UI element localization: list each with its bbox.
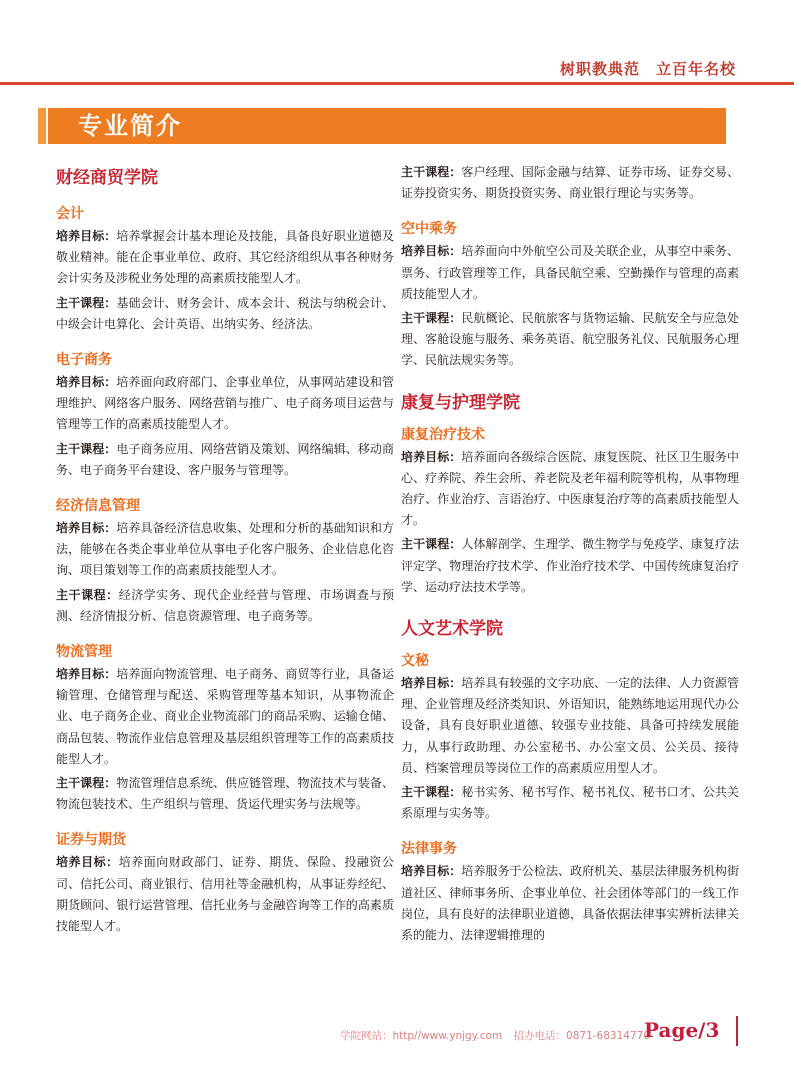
goal-paragraph	[56, 226, 394, 290]
college-title: 人文艺术学院	[401, 619, 503, 640]
major-title: 会计	[56, 206, 84, 222]
course-paragraph	[56, 293, 394, 335]
course-paragraph	[56, 439, 394, 481]
goal-paragraph	[401, 861, 739, 946]
course-text: 经济学实务、现代企业经营与管理、市场调查与预测、经济情报分析、信息资源管理、电子商务等。	[56, 587, 394, 623]
goal-text: 培养具备经济信息收集、处理和分析的基础知识和方法，能够在各类企事业单位从事电子化客户服务、企业信息化咨询、项目策划等工作的高素质技能型人才。	[56, 521, 394, 578]
goal-text: 培养面向中外航空公司及关联企业，从事空中乘务、票务、行政管理等工作，具备民航空乘、空勤操作与管理的高素质技能型人才。	[401, 244, 739, 301]
major-title: 文秘	[401, 653, 429, 670]
major-title: 康复治疗技术	[401, 426, 485, 443]
goal-paragraph	[56, 852, 394, 937]
goal-label: 培养目标：	[56, 855, 119, 870]
goal-label: 培养目标：	[401, 449, 462, 464]
goal-paragraph	[401, 447, 739, 532]
goal-text: 培养面向物流管理、电子商务、商贸等行业，具备运输管理、仓储管理与配送、采购管理等基本知识，从事物流企业、电子商务企业、商业企业物流部门的商品采购、运输仓储、商品包装、物流作业信息管理及基层组织管理等工作的高素质技能型人才。	[56, 667, 394, 766]
page-number: Page/3	[644, 1018, 720, 1042]
course-text: 秘书实务、秘书写作、秘书礼仪、秘书口才、公共关系原理与实务等。	[401, 785, 739, 821]
course-label: 主干课程：	[401, 165, 462, 179]
course-paragraph	[401, 162, 739, 204]
course-label: 主干课程：	[401, 537, 462, 552]
goal-label: 培养目标：	[56, 667, 117, 682]
course-paragraph	[401, 534, 739, 598]
goal-text: 培养面向财政部门、证券、期货、保险、投融资公司、信托公司、商业银行、信用社等金融机构，从事证券经纪、期货顾问、银行运营管理、信托业务与金融咨询等工作的高素质技能型人才。	[56, 855, 394, 934]
goal-paragraph	[56, 664, 394, 770]
goal-text: 培养服务于公检法、政府机关、基层法律服务机构街道社区、律师事务所、企事业单位、社会团体等部门的一线工作岗位，具有良好的法律职业道德，具备依据法律事实辨析法律关系的能力、法律逻辑推理的	[401, 864, 739, 943]
footer-info	[340, 1028, 658, 1043]
goal-paragraph	[401, 673, 739, 779]
goal-text: 培养面向各级综合医院、康复医院、社区卫生服务中心、疗养院、养生会所、养老院及老年福利院等机构，从事物理治疗、作业治疗、言语治疗、中医康复治疗等的高素质技能型人才。	[401, 449, 739, 528]
goal-label: 培养目标：	[56, 521, 117, 536]
goal-paragraph	[56, 372, 394, 436]
major-title: 证券与期货	[56, 832, 126, 849]
footer-phone: 招办电话：0871-68314770	[513, 1030, 651, 1042]
major-title: 物流管理	[56, 644, 112, 661]
course-label: 主干课程：	[56, 587, 119, 602]
course-label: 主干课程：	[56, 295, 117, 310]
banner-accent	[38, 108, 46, 144]
left-column	[56, 155, 394, 937]
goal-label: 培养目标：	[401, 864, 462, 879]
goal-label: 培养目标：	[401, 244, 462, 259]
goal-label: 培养目标：	[401, 676, 462, 691]
course-label: 主干课程：	[401, 311, 462, 326]
goal-label: 培养目标：	[56, 375, 117, 390]
page-divider	[736, 1016, 738, 1046]
course-text: 电子商务应用、网络营销及策划、网络编辑、移动商务、电子商务平台建设、客户服务与管理等。	[56, 441, 394, 477]
major-title: 电子商务	[56, 352, 112, 369]
course-label: 主干课程：	[56, 776, 117, 791]
header-slogan: 树职教典范 立百年名校	[559, 60, 736, 78]
course-text: 基础会计、财务会计、成本会计、税法与纳税会计、中级会计电算化、会计英语、出纳实务、经济法。	[56, 295, 394, 331]
course-text: 人体解剖学、生理学、微生物学与免疫学、康复疗法评定学、物理治疗技术学、作业治疗技术学、中国传统康复治疗学、运动疗法技术学等。	[401, 537, 739, 594]
goal-label: 培养目标：	[56, 229, 117, 243]
goal-paragraph	[56, 518, 394, 582]
right-column	[401, 162, 739, 946]
course-paragraph	[401, 782, 739, 824]
course-text: 物流管理信息系统、供应链管理、物流技术与装备、物流包装技术、生产组织与管理、货运代理实务与法规等。	[56, 776, 394, 812]
header-rule	[0, 82, 794, 85]
course-paragraph	[56, 585, 394, 627]
goal-text: 培养具有较强的文字功底、一定的法律、人力资源管理、企业管理及经济类知识、外语知识，能熟练地运用现代办公设备，具有良好职业道德、较强专业技能、具备可持续发展能力，从事行政助理、办公室秘书、办公室文员、公关员、接待员、档案管理员等岗位工作的高素质应用型人才。	[401, 676, 739, 775]
course-text: 民航概论、民航旅客与货物运输、民航安全与应急处理、客舱设施与服务、乘务英语、航空服务礼仪、民航服务心理学、民航法规实务等。	[401, 311, 739, 368]
course-label: 主干课程：	[56, 441, 117, 456]
goal-paragraph	[401, 241, 739, 305]
college-title: 财经商贸学院	[56, 168, 158, 188]
goal-text: 培养面向政府部门、企事业单位，从事网站建设和管理维护、网络客户服务、网络营销与推广、电子商务项目运营与管理等工作的高素质技能型人才。	[56, 375, 394, 432]
course-paragraph	[56, 773, 394, 815]
major-title: 经济信息管理	[56, 498, 140, 515]
goal-text: 培养掌握会计基本理论及技能，具备良好职业道德及敬业精神。能在企事业单位、政府、其它经济组织从事各种财务会计实务及涉税业务处理的高素质技能型人才。	[56, 229, 394, 286]
college-title: 康复与护理学院	[401, 392, 520, 413]
course-label: 主干课程：	[401, 785, 462, 800]
major-title: 空中乘务	[401, 221, 457, 238]
banner-title: 专业简介	[78, 112, 182, 140]
footer-website[interactable]: 学院网站：http//www.ynjgy.com	[340, 1030, 503, 1042]
course-paragraph	[401, 308, 739, 372]
course-text: 客户经理、国际金融与结算、证券市场、证券交易、证券投资实务、期货投资实务、商业银行理论与实务等。	[401, 165, 739, 201]
major-title: 法律事务	[401, 841, 457, 858]
